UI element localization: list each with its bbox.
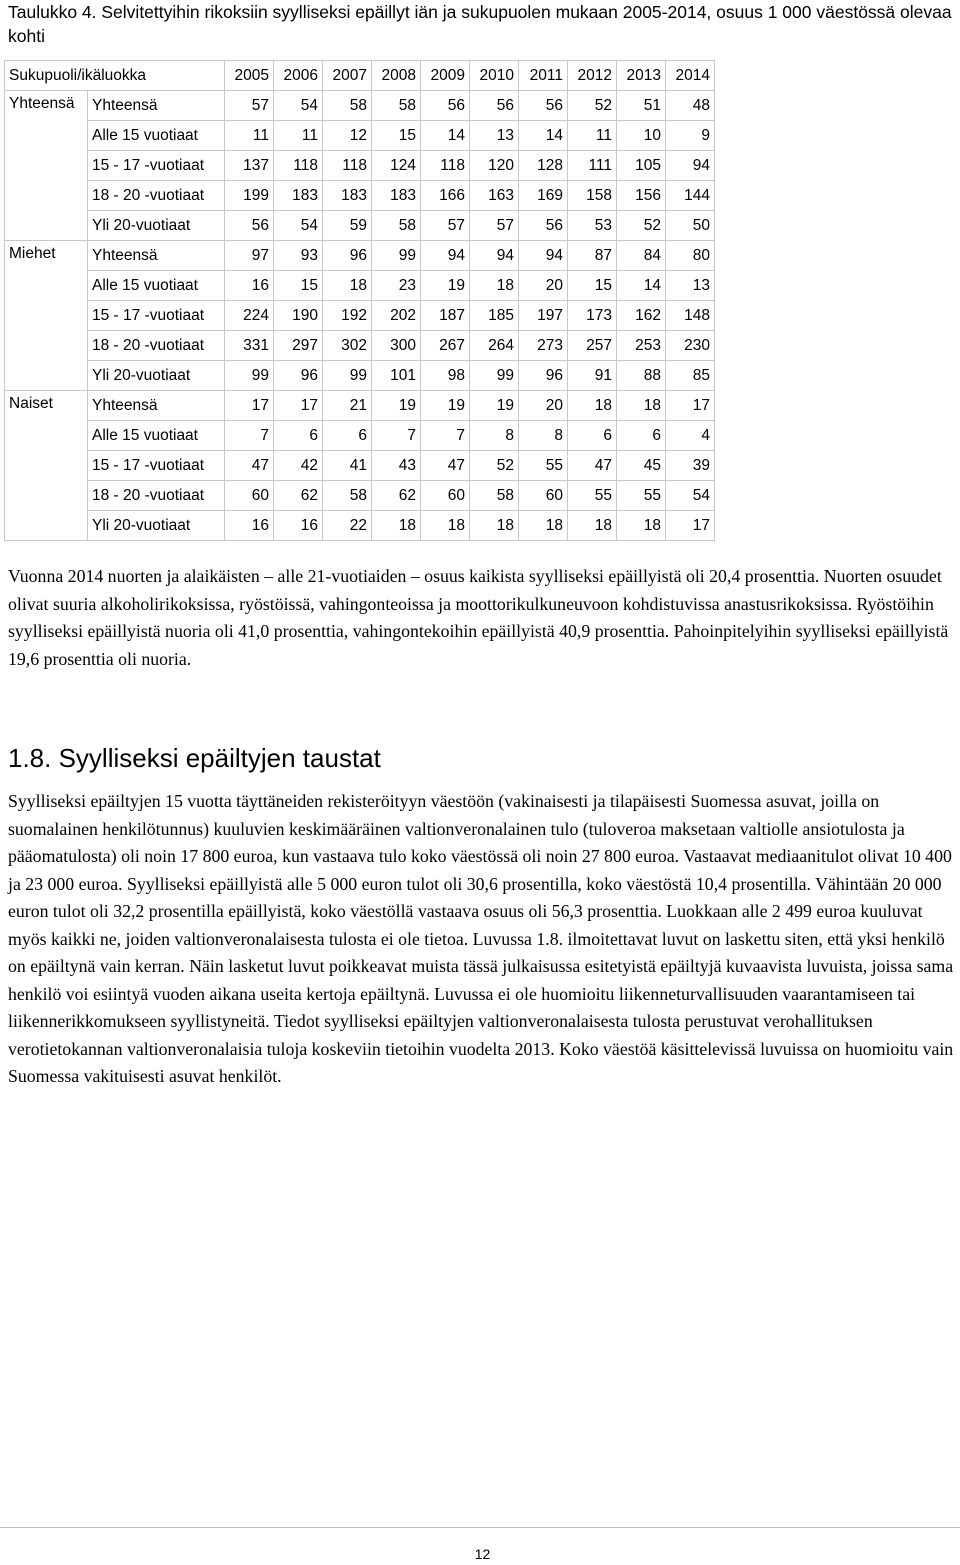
table-cell: 56: [470, 91, 519, 121]
table-cell: 163: [470, 181, 519, 211]
table-cell: 128: [519, 151, 568, 181]
header-year: 2012: [568, 61, 617, 91]
table-cell: 52: [568, 91, 617, 121]
table-cell: 54: [274, 91, 323, 121]
table-cell: 99: [470, 361, 519, 391]
table-cell: 18: [372, 511, 421, 541]
table-cell: 16: [274, 511, 323, 541]
table-cell: 19: [372, 391, 421, 421]
table-cell: 22: [323, 511, 372, 541]
page-number: 12: [474, 1546, 491, 1562]
table-cell: 267: [421, 331, 470, 361]
table-cell: 230: [666, 331, 715, 361]
table-cell: 7: [372, 421, 421, 451]
row-label: Yli 20-vuotiaat: [88, 361, 225, 391]
table-cell: 97: [225, 241, 274, 271]
table-cell: 41: [323, 451, 372, 481]
table-cell: 59: [323, 211, 372, 241]
table-cell: 52: [470, 451, 519, 481]
table-cell: 11: [274, 121, 323, 151]
table-cell: 15: [568, 271, 617, 301]
row-label: Yhteensä: [88, 391, 225, 421]
header-category-label: Sukupuoli/ikäluokka: [5, 61, 225, 91]
table-cell: 51: [617, 91, 666, 121]
header-year: 2014: [666, 61, 715, 91]
row-label: 15 - 17 -vuotiaat: [88, 451, 225, 481]
table-caption: Taulukko 4. Selvitettyihin rikoksiin syylliseksi epäillyt iän ja sukupuolen mukaan 2005-2014, osuus 1 000 väestössä olevaa kohti: [8, 2, 952, 46]
table-cell: 18: [568, 511, 617, 541]
group-label: Miehet: [5, 241, 88, 391]
table-cell: 55: [568, 481, 617, 511]
table-cell: 58: [323, 481, 372, 511]
table-cell: 300: [372, 331, 421, 361]
table-cell: 18: [470, 271, 519, 301]
table-cell: 94: [519, 241, 568, 271]
table-cell: 224: [225, 301, 274, 331]
table-body: [5, 91, 715, 541]
table-cell: 19: [470, 391, 519, 421]
header-year: 2011: [519, 61, 568, 91]
row-label: Alle 15 vuotiaat: [88, 421, 225, 451]
table-cell: 50: [666, 211, 715, 241]
section-heading: 1.8. Syylliseksi epäiltyjen taustat: [8, 743, 381, 773]
row-label: 18 - 20 -vuotiaat: [88, 481, 225, 511]
table-cell: 42: [274, 451, 323, 481]
table-cell: 99: [225, 361, 274, 391]
footer-divider: [0, 1527, 960, 1528]
table-cell: 43: [372, 451, 421, 481]
table-row: [5, 421, 715, 451]
table-cell: 183: [372, 181, 421, 211]
row-label: 15 - 17 -vuotiaat: [88, 151, 225, 181]
table-cell: 18: [568, 391, 617, 421]
table-row: [5, 511, 715, 541]
table-cell: 13: [666, 271, 715, 301]
table-cell: 56: [519, 211, 568, 241]
table-cell: 55: [617, 481, 666, 511]
table-cell: 6: [323, 421, 372, 451]
table-cell: 187: [421, 301, 470, 331]
table-cell: 12: [323, 121, 372, 151]
table-header-row: [5, 61, 715, 91]
table-cell: 15: [372, 121, 421, 151]
table-cell: 101: [372, 361, 421, 391]
row-label: Alle 15 vuotiaat: [88, 271, 225, 301]
table-cell: 185: [470, 301, 519, 331]
table-cell: 118: [274, 151, 323, 181]
table-cell: 144: [666, 181, 715, 211]
table-cell: 253: [617, 331, 666, 361]
table-cell: 94: [666, 151, 715, 181]
row-label: 15 - 17 -vuotiaat: [88, 301, 225, 331]
table-cell: 17: [666, 391, 715, 421]
table-row: [5, 391, 715, 421]
table-cell: 62: [372, 481, 421, 511]
table-cell: 190: [274, 301, 323, 331]
table-cell: 4: [666, 421, 715, 451]
paragraph-suspect-background: Syylliseksi epäiltyjen 15 vuotta täyttäneiden rekisteröityyn väestöön (vakinaisesti ja tilapäisesti Suomessa asuvat, joilla on suomalainen henkilötunnus) kuuluvien keskimääräinen valtionveronalainen tulo (tuloveroa maksetaan valtiolle ansiotulosta ja pääomatulosta) oli noin 17 800 euroa, kun vastaava tulo koko väestössä oli noin 27 800 euroa. Vastaavat mediaanitulot olivat 10 400 ja 23 000 euroa. Syylliseksi epäillyistä alle 5 000 euron tulot oli 30,6 prosentilla, koko väestöstä 10,4 prosentilla. Vähintään 20 000 euron tulot oli 32,2 prosentilla epäillyistä, koko väestöllä vastaava osuus oli 56,3 prosenttia. Luokkaan alle 2 499 euroa kuuluvat myös kaikki ne, joiden valtionveronalaisesta tulosta ei ole tietoa. Luvussa 1.8. ilmoitettavat luvut on laskettu siten, että yksi henkilö on epäiltynä vain kerran. Näin lasketut luvut poikkeavat muista tässä julkaisussa esitetyistä epäiltyjä kuvaavista luvuista, joissa sama henkilö voi esiintyä vuoden aikana useita kertoja epäiltynä. Luvussa ei ole huomioitu liikenneturvallisuuden vaarantamiseen tai liikennerikkomukseen syyllistyneitä. Tiedot syylliseksi epäiltyjen valtionveronalaisesta tulosta perustuvat verohallituksen verotietokannan valtionveronalaisia tuloja koskeviin tietoihin vuodelta 2013. Koko väestöä käsittelevissä luvuissa on huomioitu vain Suomessa vakituisesti asuvat henkilöt.: [8, 791, 954, 1086]
table-cell: 94: [470, 241, 519, 271]
row-label: 18 - 20 -vuotiaat: [88, 331, 225, 361]
table-cell: 58: [323, 91, 372, 121]
row-label: 18 - 20 -vuotiaat: [88, 181, 225, 211]
table-cell: 96: [519, 361, 568, 391]
table-cell: 91: [568, 361, 617, 391]
table-row: [5, 481, 715, 511]
table-cell: 183: [323, 181, 372, 211]
table-cell: 58: [470, 481, 519, 511]
header-year: 2007: [323, 61, 372, 91]
table-cell: 87: [568, 241, 617, 271]
table-cell: 56: [225, 211, 274, 241]
table-cell: 6: [568, 421, 617, 451]
table-cell: 118: [421, 151, 470, 181]
table-cell: 158: [568, 181, 617, 211]
table-cell: 21: [323, 391, 372, 421]
table-cell: 199: [225, 181, 274, 211]
table-cell: 9: [666, 121, 715, 151]
table-row: [5, 361, 715, 391]
table-cell: 23: [372, 271, 421, 301]
table-cell: 7: [225, 421, 274, 451]
table-cell: 118: [323, 151, 372, 181]
header-year: 2008: [372, 61, 421, 91]
table-cell: 148: [666, 301, 715, 331]
header-year: 2013: [617, 61, 666, 91]
table-cell: 192: [323, 301, 372, 331]
table-row: [5, 301, 715, 331]
table-cell: 56: [421, 91, 470, 121]
table-cell: 84: [617, 241, 666, 271]
table-cell: 18: [470, 511, 519, 541]
table-cell: 48: [666, 91, 715, 121]
table-cell: 202: [372, 301, 421, 331]
table-cell: 15: [274, 271, 323, 301]
table-cell: 54: [666, 481, 715, 511]
table-cell: 18: [323, 271, 372, 301]
table-cell: 53: [568, 211, 617, 241]
table-cell: 7: [421, 421, 470, 451]
table-cell: 8: [470, 421, 519, 451]
table-cell: 94: [421, 241, 470, 271]
group-label: Naiset: [5, 391, 88, 541]
table-cell: 58: [372, 91, 421, 121]
table-cell: 297: [274, 331, 323, 361]
table-cell: 60: [421, 481, 470, 511]
table-cell: 18: [519, 511, 568, 541]
table-cell: 80: [666, 241, 715, 271]
table-cell: 16: [225, 271, 274, 301]
table-row: [5, 181, 715, 211]
table-cell: 105: [617, 151, 666, 181]
header-year: 2005: [225, 61, 274, 91]
table-cell: 197: [519, 301, 568, 331]
table-cell: 60: [225, 481, 274, 511]
row-label: Yhteensä: [88, 91, 225, 121]
table-cell: 47: [225, 451, 274, 481]
table-cell: 55: [519, 451, 568, 481]
table-cell: 96: [323, 241, 372, 271]
table-cell: 98: [421, 361, 470, 391]
header-year: 2006: [274, 61, 323, 91]
table-cell: 47: [568, 451, 617, 481]
table-cell: 18: [617, 391, 666, 421]
table-cell: 96: [274, 361, 323, 391]
table-cell: 18: [617, 511, 666, 541]
table-cell: 169: [519, 181, 568, 211]
paragraph-youth-share: Vuonna 2014 nuorten ja alaikäisten – alle 21-vuotiaiden – osuus kaikista syylliseksi epäillyistä oli 20,4 prosenttia. Nuorten osuudet olivat suuria alkoholirikoksissa, ryöstöissä, vahingonteoissa ja moottorikulkuneuvoon kohdistuvissa anastusrikoksissa. Ryöstöihin syylliseksi epäillyistä nuoria oli 41,0 prosenttia, vahingontekoihin epäillyistä 40,9 prosenttia. Pahoinpitelyihin syylliseksi epäillyistä 19,6 prosenttia oli nuoria.: [8, 566, 949, 669]
table-cell: 331: [225, 331, 274, 361]
table-cell: 57: [421, 211, 470, 241]
table-cell: 16: [225, 511, 274, 541]
table-cell: 137: [225, 151, 274, 181]
table-cell: 162: [617, 301, 666, 331]
header-year: 2010: [470, 61, 519, 91]
table-cell: 60: [519, 481, 568, 511]
table-row: [5, 211, 715, 241]
table-cell: 11: [568, 121, 617, 151]
row-label: Yhteensä: [88, 241, 225, 271]
table-cell: 8: [519, 421, 568, 451]
table-cell: 19: [421, 271, 470, 301]
table-cell: 57: [225, 91, 274, 121]
table-cell: 62: [274, 481, 323, 511]
table-cell: 88: [617, 361, 666, 391]
row-label: Yli 20-vuotiaat: [88, 211, 225, 241]
group-label: Yhteensä: [5, 91, 88, 241]
table-cell: 99: [372, 241, 421, 271]
row-label: Yli 20-vuotiaat: [88, 511, 225, 541]
table-cell: 14: [617, 271, 666, 301]
table-cell: 13: [470, 121, 519, 151]
table-cell: 57: [470, 211, 519, 241]
table-cell: 120: [470, 151, 519, 181]
table-row: [5, 451, 715, 481]
table-cell: 56: [519, 91, 568, 121]
table-cell: 14: [519, 121, 568, 151]
header-year: 2009: [421, 61, 470, 91]
table-cell: 257: [568, 331, 617, 361]
table-cell: 45: [617, 451, 666, 481]
table-cell: 58: [372, 211, 421, 241]
statistics-table: [4, 60, 715, 541]
table-cell: 124: [372, 151, 421, 181]
table-cell: 302: [323, 331, 372, 361]
table-cell: 264: [470, 331, 519, 361]
table-cell: 273: [519, 331, 568, 361]
table-cell: 156: [617, 181, 666, 211]
table-cell: 166: [421, 181, 470, 211]
table-row: [5, 91, 715, 121]
row-label: Alle 15 vuotiaat: [88, 121, 225, 151]
table-cell: 20: [519, 271, 568, 301]
table-cell: 52: [617, 211, 666, 241]
table-cell: 111: [568, 151, 617, 181]
table-cell: 85: [666, 361, 715, 391]
table-row: [5, 271, 715, 301]
table-row: [5, 121, 715, 151]
table-row: [5, 151, 715, 181]
table-cell: 6: [274, 421, 323, 451]
table-cell: 18: [421, 511, 470, 541]
table-cell: 93: [274, 241, 323, 271]
table-cell: 14: [421, 121, 470, 151]
table-cell: 11: [225, 121, 274, 151]
table-cell: 39: [666, 451, 715, 481]
table-cell: 20: [519, 391, 568, 421]
table-cell: 173: [568, 301, 617, 331]
table-row: [5, 241, 715, 271]
table-cell: 17: [225, 391, 274, 421]
table-cell: 6: [617, 421, 666, 451]
table-cell: 10: [617, 121, 666, 151]
table-row: [5, 331, 715, 361]
table-cell: 17: [666, 511, 715, 541]
table-cell: 17: [274, 391, 323, 421]
table-cell: 99: [323, 361, 372, 391]
table-cell: 54: [274, 211, 323, 241]
table-cell: 19: [421, 391, 470, 421]
table-cell: 47: [421, 451, 470, 481]
table-cell: 183: [274, 181, 323, 211]
